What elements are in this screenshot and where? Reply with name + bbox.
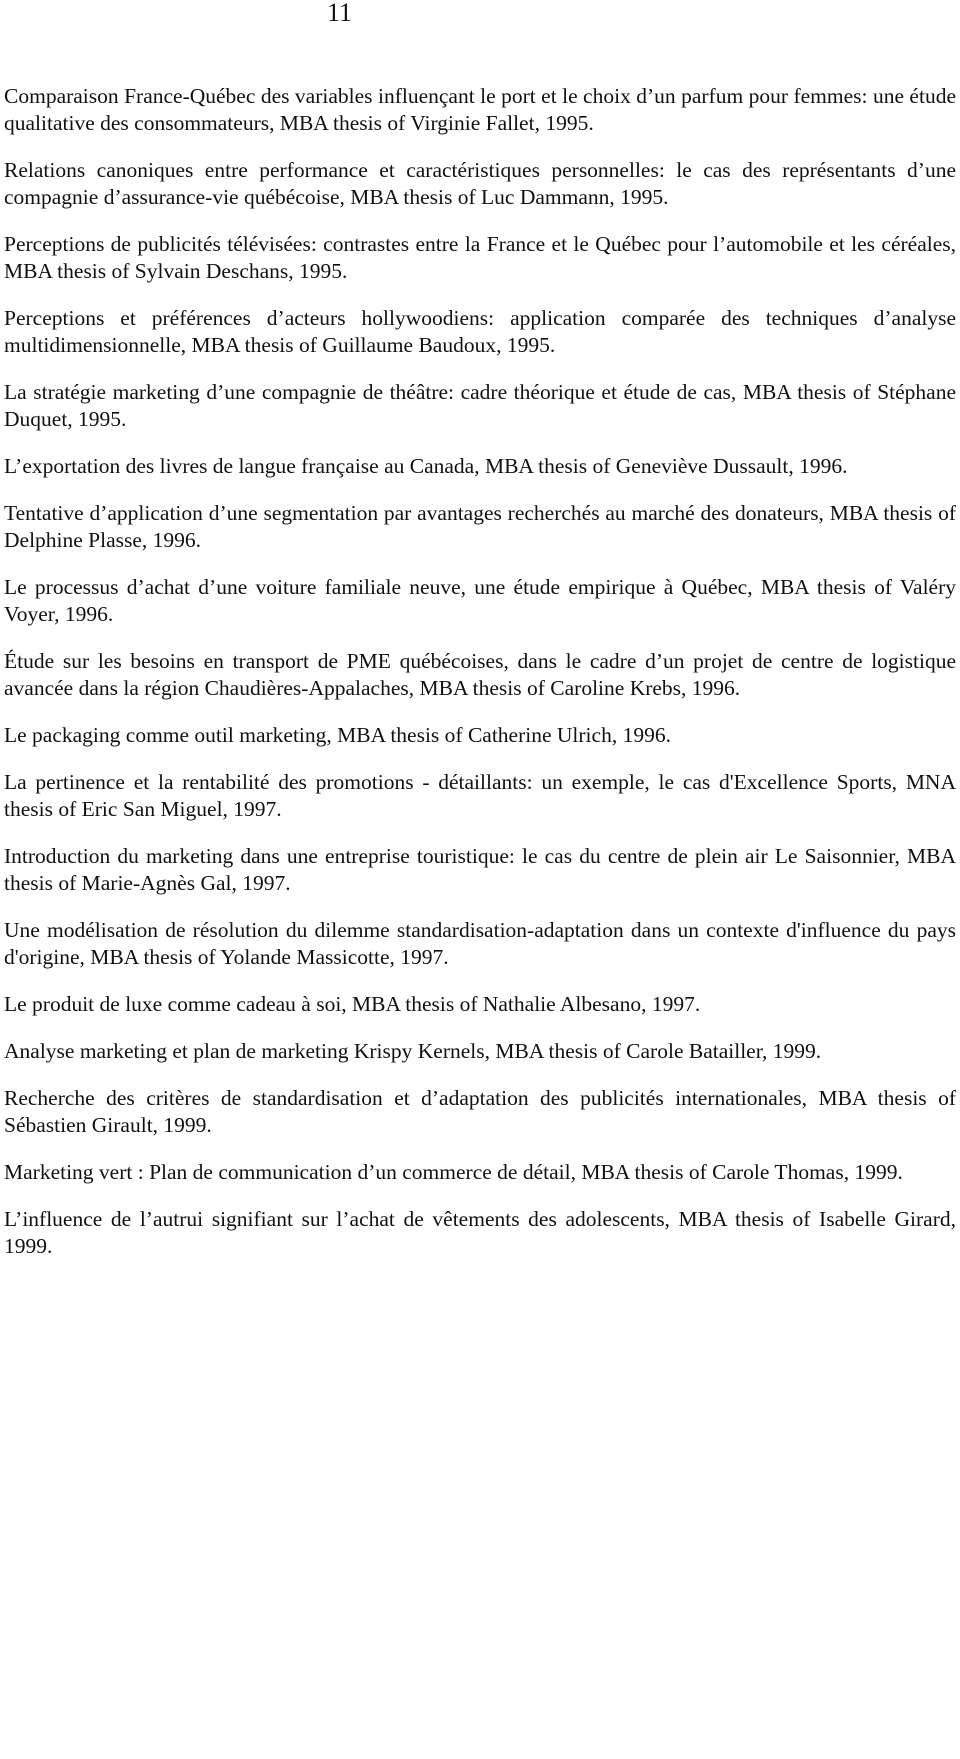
list-item: Étude sur les besoins en transport de PME québécoises, dans le cadre d’un projet de centre de logistique avancée dans la région Chaudières-Appalaches, MBA thesis of Caroline Krebs, 1996. xyxy=(4,649,956,700)
list-item: Recherche des critères de standardisation et d’adaptation des publicités internationales, MBA thesis of Sébastien Girault, 1999. xyxy=(4,1086,956,1137)
list-item: La pertinence et la rentabilité des promotions - détaillants: un exemple, le cas d'Excellence Sports, MNA thesis of Eric San Miguel, 1997. xyxy=(4,770,956,821)
list-item: Perceptions et préférences d’acteurs hollywoodiens: application comparée des techniques d’analyse multidimensionnelle, MBA thesis of Guillaume Baudoux, 1995. xyxy=(4,306,956,357)
list-item: Analyse marketing et plan de marketing Krispy Kernels, MBA thesis of Carole Batailler, 1999. xyxy=(4,1039,822,1063)
list-item: Tentative d’application d’une segmentation par avantages recherchés au marché des donateurs, MBA thesis of Delphine Plasse, 1996. xyxy=(4,501,956,552)
list-item: Le processus d’achat d’une voiture familiale neuve, une étude empirique à Québec, MBA thesis of Valéry Voyer, 1996. xyxy=(4,575,956,626)
list-item: Perceptions de publicités télévisées: contrastes entre la France et le Québec pour l’automobile et les céréales, MBA thesis of Sylvain Deschans, 1995. xyxy=(4,232,956,283)
list-item: Marketing vert : Plan de communication d’un commerce de détail, MBA thesis of Carole Thomas, 1999. xyxy=(4,1160,903,1184)
list-item: L’influence de l’autrui signifiant sur l’achat de vêtements des adolescents, MBA thesis of Isabelle Girard, 1999. xyxy=(4,1207,956,1258)
list-item: La stratégie marketing d’une compagnie de théâtre: cadre théorique et étude de cas, MBA thesis of Stéphane Duquet, 1995. xyxy=(4,380,956,431)
list-item: Relations canoniques entre performance et caractéristiques personnelles: le cas des représentants d’une compagnie d’assurance-vie québécoise, MBA thesis of Luc Dammann, 1995. xyxy=(4,158,956,209)
list-item: Comparaison France-Québec des variables influençant le port et le choix d’un parfum pour femmes: une étude qualitative des consommateurs, MBA thesis of Virginie Fallet, 1995. xyxy=(4,84,956,135)
list-item: Une modélisation de résolution du dilemme standardisation-adaptation dans un contexte d'influence du pays d'origine, MBA thesis of Yolande Massicotte, 1997. xyxy=(4,918,956,969)
list-item: Le produit de luxe comme cadeau à soi, MBA thesis of Nathalie Albesano, 1997. xyxy=(4,992,701,1016)
page-number: 11 xyxy=(327,0,353,27)
list-item: Introduction du marketing dans une entreprise touristique: le cas du centre de plein air Le Saisonnier, MBA thesis of Marie-Agnès Gal, 1997. xyxy=(4,844,956,895)
list-item: L’exportation des livres de langue française au Canada, MBA thesis of Geneviève Dussault, 1996. xyxy=(4,454,848,478)
thesis-list xyxy=(4,83,956,1280)
list-item: Le packaging comme outil marketing, MBA thesis of Catherine Ulrich, 1996. xyxy=(4,723,671,747)
